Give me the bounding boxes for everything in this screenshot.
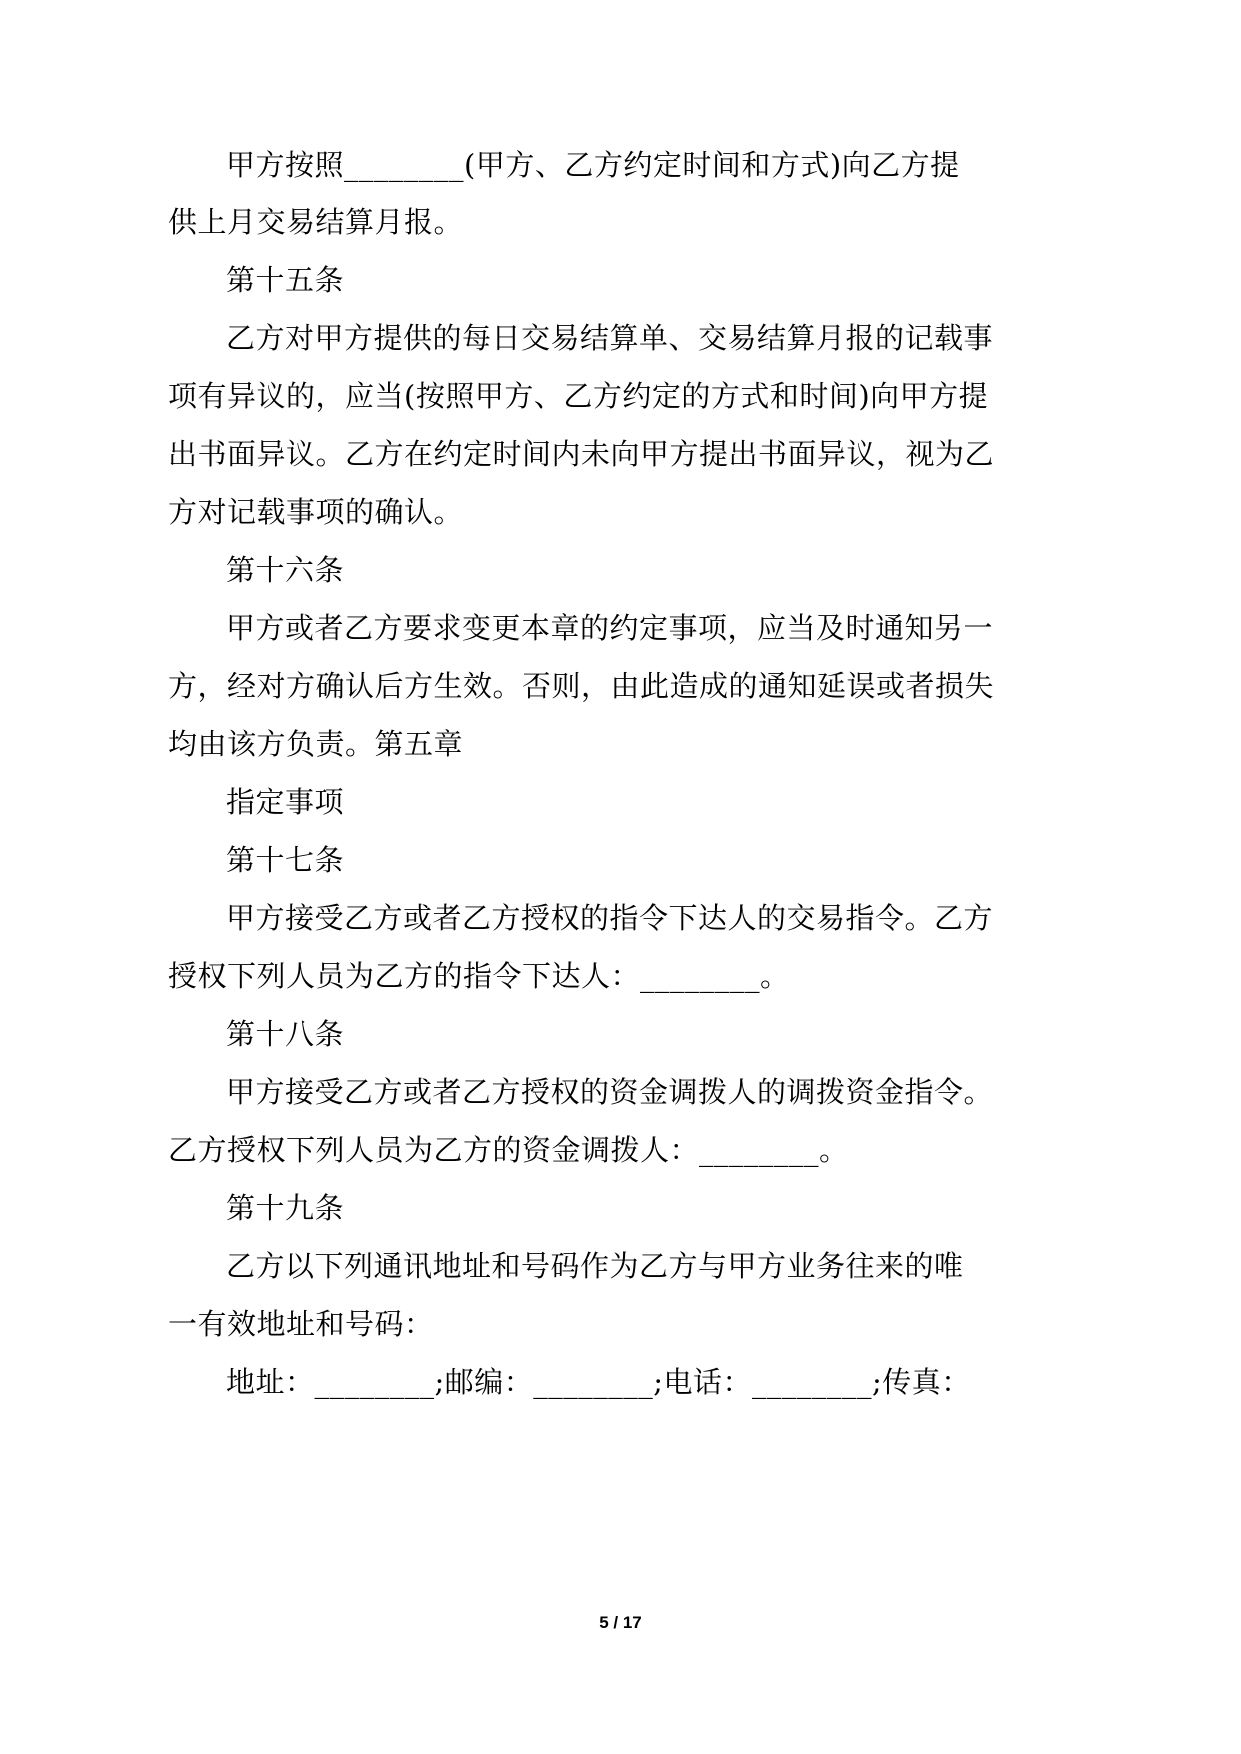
text-line: 供上月交易结算月报。 — [168, 205, 464, 239]
text-line: 授权下列人员为乙方的指令下达人：________。 — [168, 959, 790, 993]
article-heading: 第十八条 — [226, 1017, 345, 1051]
text-line: 一有效地址和号码： — [168, 1307, 434, 1341]
page-number: 5 / 17 — [599, 1613, 642, 1632]
text-line: 方，经对方确认后方生效。否则，由此造成的通知延误或者损失 — [168, 669, 995, 703]
article-heading: 第十六条 — [226, 553, 345, 587]
chapter-title: 指定事项 — [226, 785, 345, 819]
text-line: 甲方接受乙方或者乙方授权的指令下达人的交易指令。乙方 — [226, 901, 994, 935]
text-line: 乙方以下列通讯地址和号码作为乙方与甲方业务往来的唯 — [226, 1249, 964, 1283]
article-heading: 第十九条 — [226, 1191, 345, 1225]
text-line: 地址：________;邮编：________;电话：________;传真： — [226, 1365, 971, 1399]
text-line: 乙方授权下列人员为乙方的资金调拨人：________。 — [168, 1133, 849, 1167]
text-line: 出书面异议。乙方在约定时间内未向甲方提出书面异议，视为乙 — [168, 437, 995, 471]
article-heading: 第十五条 — [226, 263, 345, 297]
text-line: 乙方对甲方提供的每日交易结算单、交易结算月报的记载事 — [226, 321, 994, 355]
text-line: 甲方或者乙方要求变更本章的约定事项，应当及时通知另一 — [226, 611, 994, 645]
article-heading: 第十七条 — [226, 843, 345, 877]
text-line: 甲方按照________(甲方、乙方约定时间和方式)向乙方提 — [226, 148, 960, 182]
text-line: 项有异议的，应当(按照甲方、乙方约定的方式和时间)向甲方提 — [168, 379, 989, 413]
text-line: 均由该方负责。第五章 — [168, 727, 464, 761]
text-line: 甲方接受乙方或者乙方授权的资金调拨人的调拨资金指令。 — [226, 1075, 994, 1109]
text-line: 方对记载事项的确认。 — [168, 495, 464, 529]
